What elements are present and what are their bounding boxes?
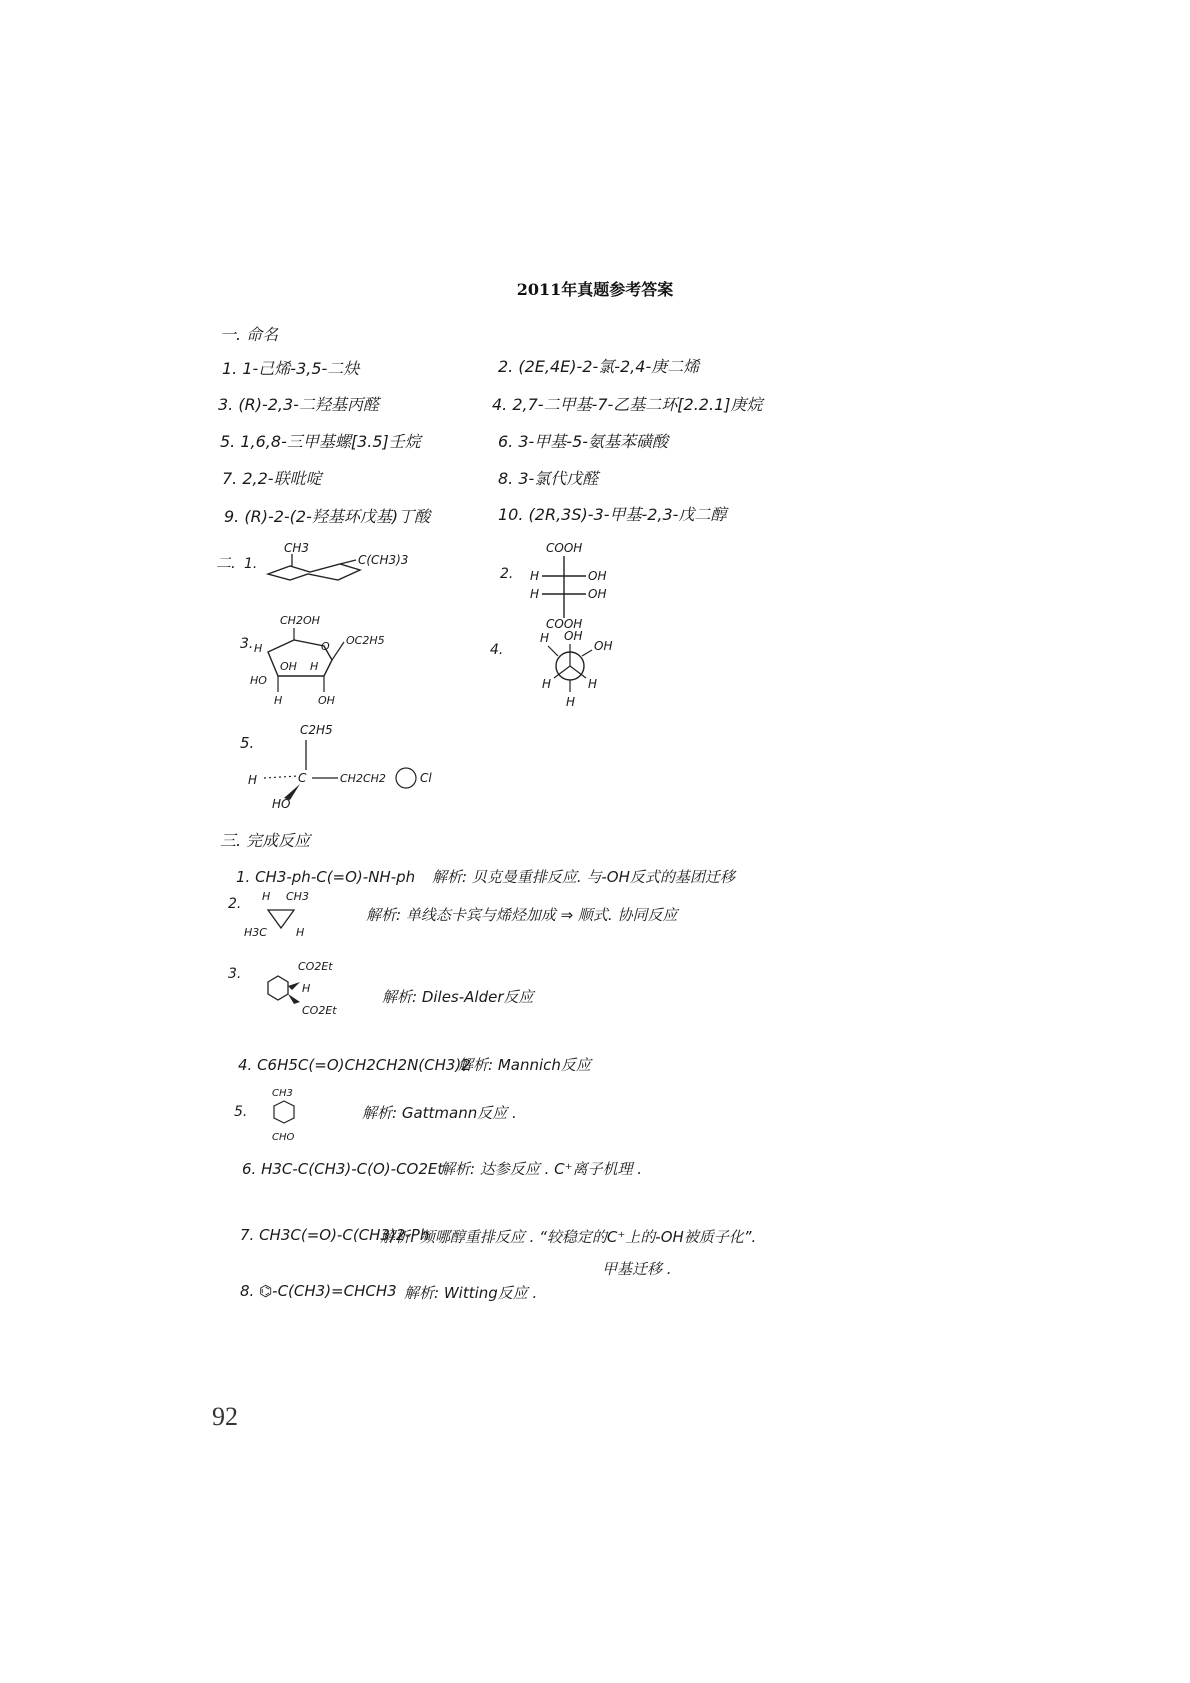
svg-text:OH: OH [280,660,297,673]
svg-text:H: H [588,677,598,691]
svg-text:CHO: CHO [272,1132,295,1143]
svg-text:O: O [321,640,330,653]
svg-text:H: H [274,694,283,707]
svg-text:H: H [262,890,271,903]
structure-1-chair-cyclohexane [210,540,470,600]
svg-text:H: H [254,642,263,655]
section-1-heading: 一. 命名 [220,325,279,344]
svg-text:CH3: CH3 [272,1088,293,1099]
structure-5-stereocenter [238,718,458,808]
svg-text:CH2OH: CH2OH [280,614,320,627]
reaction-7-product: 7. CH3C(=O)-C(CH3)2-Ph [240,1226,430,1244]
svg-text:OH: OH [564,629,583,643]
reaction-8-product: 8. ⌬-C(CH3)=CHCH3 [240,1282,397,1300]
reaction-5-analysis: 解析: Gattmann反应 . [362,1104,517,1122]
naming-answer-7: 7. 2,2-联吡啶 [222,469,322,488]
svg-text:CH2CH2: CH2CH2 [340,772,386,785]
reaction-4-product: 4. C6H5C(=O)CH2CH2N(CH3)2 [238,1056,471,1074]
svg-text:C: C [298,771,307,785]
svg-text:2.: 2. [228,896,242,912]
svg-text:OH: OH [318,694,335,707]
reaction-2-cyclopropane [226,886,336,940]
svg-text:CH3: CH3 [286,890,309,903]
svg-text:5.: 5. [234,1104,248,1120]
reaction-4-analysis: 解析: Mannich反应 [458,1056,591,1074]
svg-text:3.: 3. [240,636,254,652]
reaction-7-analysis: 解析: 频哪醇重排反应 . “较稳定的C⁺上的-OH被质子化”. [380,1228,757,1246]
svg-text:2.: 2. [500,566,514,582]
svg-text:二.: 二. [216,554,236,572]
svg-text:H: H [248,773,258,787]
reaction-1-analysis: 解析: 贝克曼重排反应. 与-OH反式的基团迁移 [432,868,735,886]
reaction-1-product: 1. CH3-ph-C(=O)-NH-ph [236,868,416,886]
section-3-heading: 三. 完成反应 [220,831,311,850]
svg-text:H3C: H3C [244,926,267,939]
reaction-2-analysis: 解析: 单线态卡宾与烯烃加成 ⇒ 顺式. 协同反应 [366,906,678,924]
svg-text:HO: HO [250,674,267,687]
reaction-7-analysis-note: 甲基迁移 . [602,1260,672,1278]
svg-text:H: H [296,926,305,939]
structure-4-newman [488,624,638,714]
naming-answer-9: 9. (R)-2-(2-羟基环戊基)丁酸 [224,507,431,526]
svg-text:COOH: COOH [546,617,583,630]
reaction-6-analysis: 解析: 达参反应 . C⁺离子机理 . [440,1160,643,1178]
reaction-8-analysis: 解析: Witting反应 . [404,1284,538,1302]
svg-text:4.: 4. [490,642,504,658]
svg-text:CO2Et: CO2Et [298,960,333,973]
svg-text:Cl: Cl [420,771,432,785]
naming-answer-1: 1. 1-己烯-3,5-二炔 [222,359,360,378]
reaction-3-analysis: 解析: Diles-Alder反应 [382,988,534,1006]
svg-text:OH: OH [594,639,613,653]
naming-answer-6: 6. 3-甲基-5-氨基苯磺酸 [498,432,669,451]
svg-text:OC2H5: OC2H5 [346,634,385,647]
svg-text:1.: 1. [244,556,258,572]
structure-3-glucoside [238,612,398,712]
structure-2-fischer [490,540,630,630]
naming-answer-2: 2. (2E,4E)-2-氯-2,4-庚二烯 [498,357,700,376]
svg-text:H: H [542,677,552,691]
svg-text:5.: 5. [240,734,255,752]
svg-text:C2H5: C2H5 [300,723,333,737]
svg-text:H: H [530,587,540,601]
svg-text:COOH: COOH [546,541,583,555]
naming-answer-8: 8. 3-氯代戊醛 [498,469,599,488]
svg-text:H: H [540,631,550,645]
naming-answer-3: 3. (R)-2,3-二羟基丙醛 [218,395,379,414]
svg-text:HO: HO [272,797,291,808]
naming-answer-10: 10. (2R,3S)-3-甲基-2,3-戊二醇 [498,505,727,524]
svg-text:H: H [530,569,540,583]
svg-text:OH: OH [588,587,607,601]
naming-answer-5: 5. 1,6,8-三甲基螺[3.5]壬烷 [220,432,421,451]
reaction-5-aldehyde [232,1086,332,1146]
svg-text:OH: OH [588,569,607,583]
svg-text:C(CH3)3: C(CH3)3 [358,553,409,567]
svg-text:H: H [566,695,576,709]
svg-text:CO2Et: CO2Et [302,1004,337,1017]
svg-text:CH3: CH3 [284,541,310,555]
reaction-6-product: 6. H3C-C(CH3)-C(O)-CO2Et [242,1160,444,1178]
page-title: 2011年真题参考答案 [516,280,674,299]
page-number: 92 [212,1402,238,1431]
svg-text:H: H [310,660,319,673]
naming-answer-4: 4. 2,7-二甲基-7-乙基二环[2.2.1]庚烷 [492,395,763,414]
svg-text:3.: 3. [228,966,242,982]
reaction-3-diels-alder-adduct [226,956,356,1020]
svg-text:H: H [302,982,311,995]
